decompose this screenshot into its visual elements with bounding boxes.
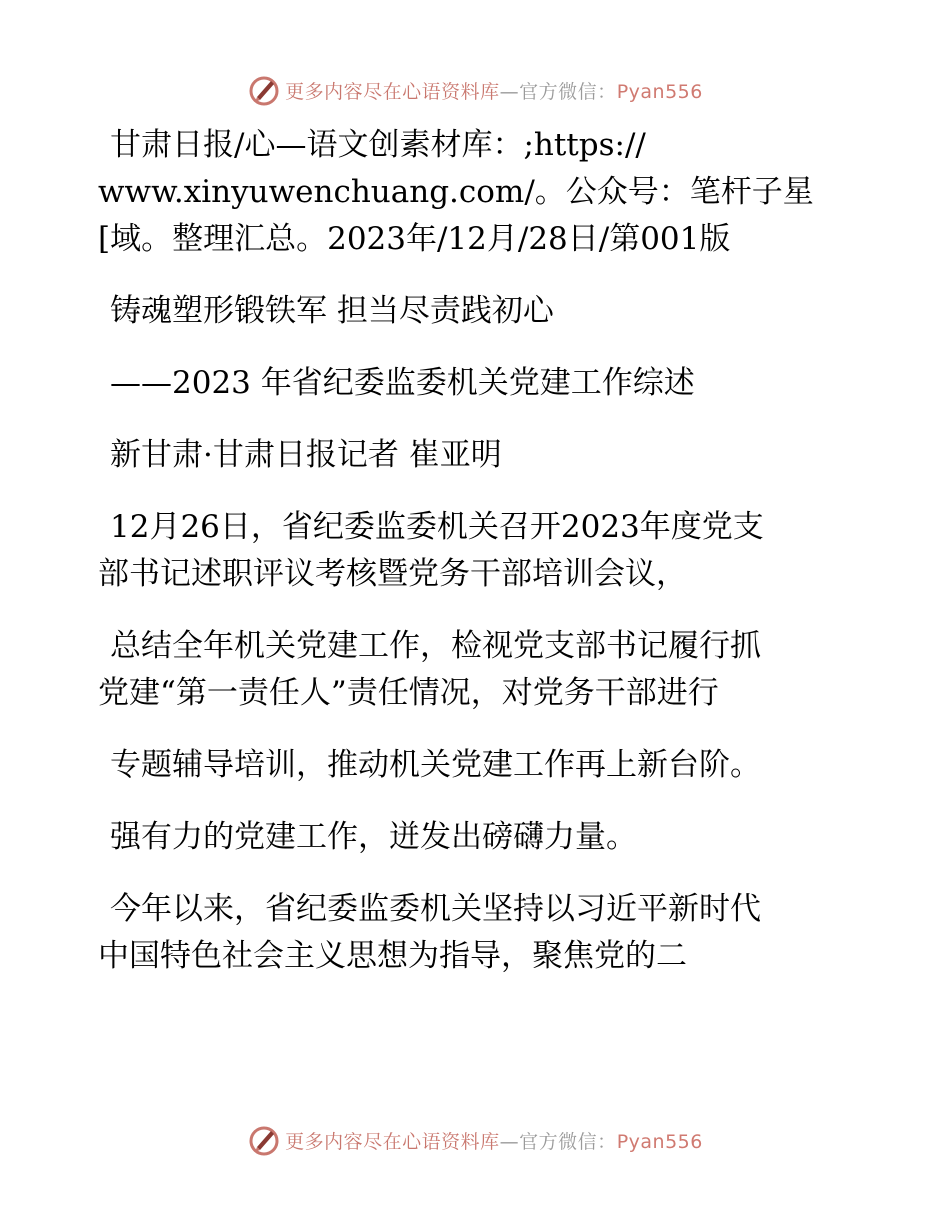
footer-banner	[0, 1120, 950, 1160]
banner-text: 更多内容尽在心语资料库—官方微信：Pyan556	[285, 80, 703, 103]
paragraph-3: 专题辅导培训，推动机关党建工作再上新台阶。	[110, 747, 761, 783]
paragraph-2: 总结全年机关党建工作，检视党支部书记履行抓 党建“第一责任人”责任情况，对党务干部进行	[98, 628, 761, 711]
paragraph-5: 今年以来，省纪委监委机关坚持以习近平新时代 中国特色社会主义思想为指导，聚焦党的二	[98, 891, 761, 974]
article-byline: 新甘肃·甘肃日报记者 崔亚明	[110, 437, 502, 473]
article-headline: 铸魂塑形锻铁军 担当尽责践初心	[110, 293, 554, 329]
paragraph-4: 强有力的党建工作，迸发出磅礴力量。	[110, 819, 637, 855]
source-line: 甘肃日报/心—语文创素材库：;https:// www.xinyuwenchuang.com/。公众号：笔杆子星 [域。整理汇总。2023年/12月/28日/第001版	[98, 127, 814, 257]
pen-circle-logo-icon	[247, 73, 281, 107]
document-body	[98, 122, 858, 1005]
banner-text: 更多内容尽在心语资料库—官方微信：Pyan556	[285, 1130, 703, 1153]
pen-circle-logo-icon	[247, 1123, 281, 1157]
paragraph-1: 12月26日，省纪委监委机关召开2023年度党支 部书记述职评议考核暨党务干部培训会议，	[98, 509, 764, 592]
article-subheadline: ——2023 年省纪委监委机关党建工作综述	[110, 365, 695, 401]
header-banner	[0, 70, 950, 110]
